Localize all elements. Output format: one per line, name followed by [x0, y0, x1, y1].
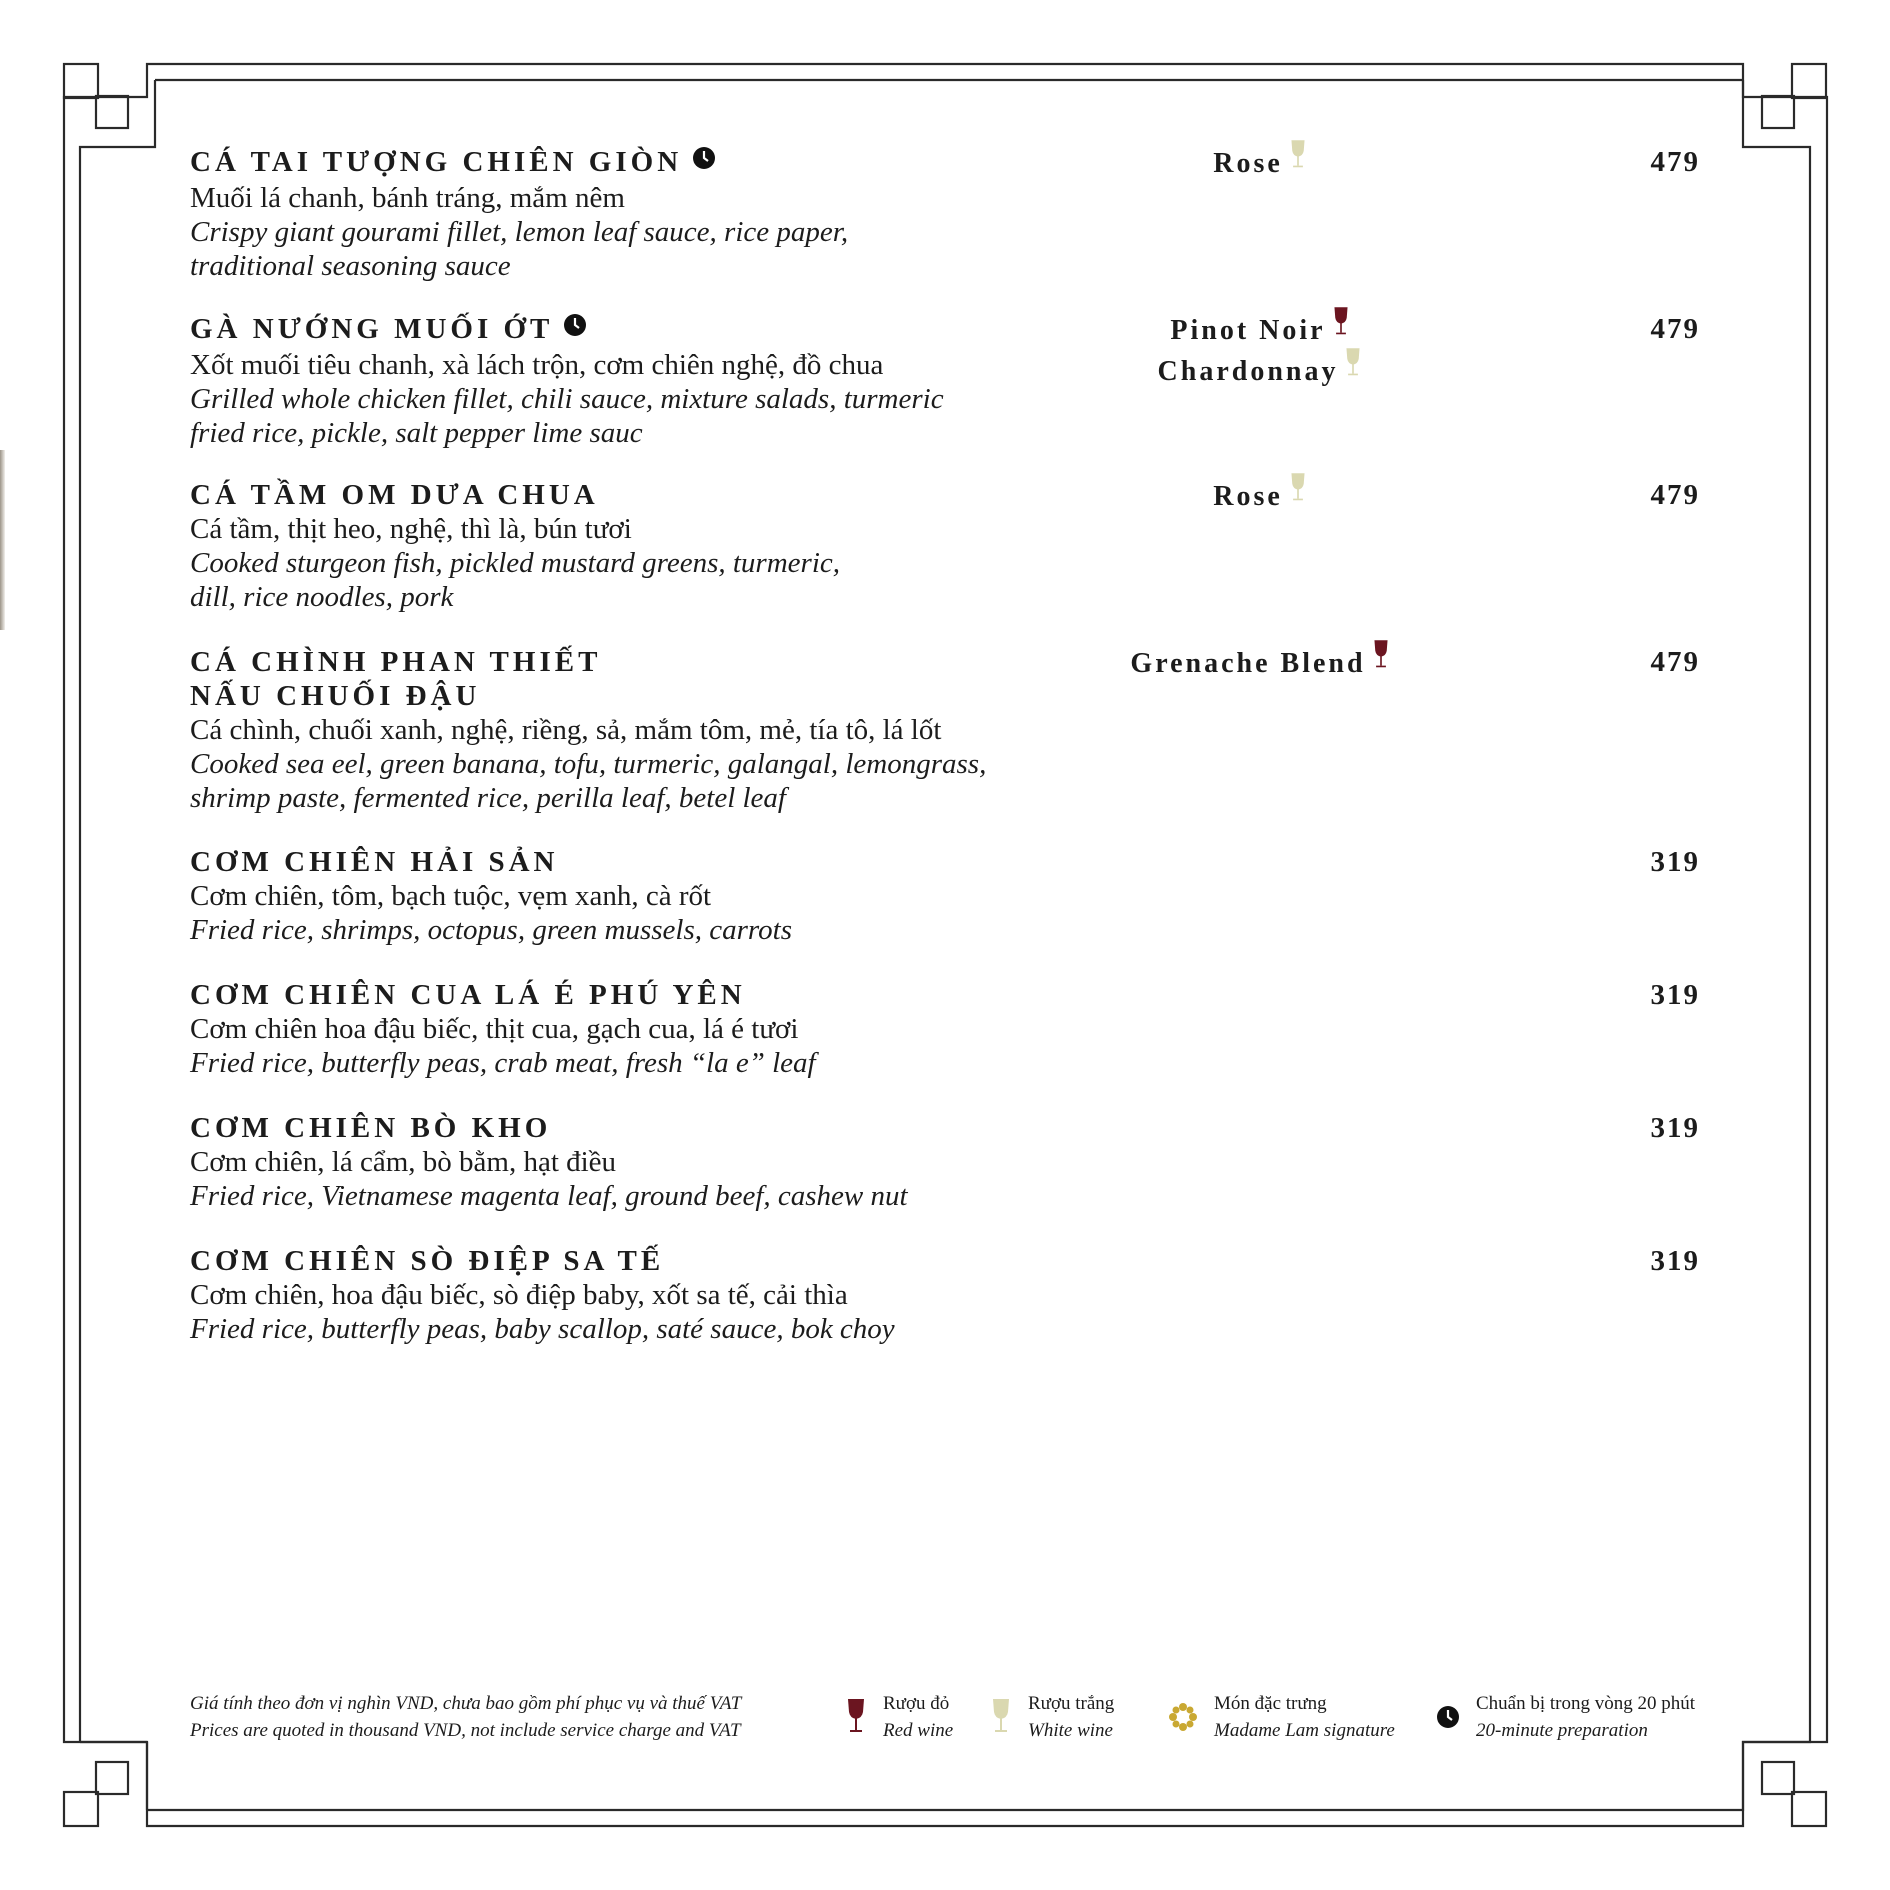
menu-item [190, 312, 1700, 450]
wine-pairing [1010, 478, 1510, 519]
clock-icon [692, 144, 716, 178]
menu-item-name-text: CÁ TẦM OM DƯA CHUA [190, 479, 599, 511]
menu-item-name-text: GÀ NƯỚNG MUỐI ỚT [190, 313, 554, 345]
menu-item-price: 479 [1650, 146, 1700, 178]
menu-item-description-en: Fried rice, Vietnamese magenta leaf, ground beef, cashew nut [190, 1180, 908, 1212]
menu-item [190, 1244, 1700, 1346]
menu-item-price: 319 [1650, 1112, 1700, 1144]
menu-item-description-en: Cooked sturgeon fish, pickled mustard greens, turmeric, dill, rice noodles, pork [190, 547, 840, 613]
menu-item-price: 479 [1650, 646, 1700, 678]
menu-item-name-text: CÁ TAI TƯỢNG CHIÊN GIÒN [190, 146, 683, 178]
menu-item-price: 479 [1650, 479, 1700, 511]
legend-signature-vi: Món đặc trưng [1214, 1693, 1327, 1714]
legend-clock-en: 20-minute preparation [1476, 1720, 1648, 1741]
menu-item-price: 319 [1650, 846, 1700, 878]
menu-item-name [190, 1244, 1660, 1278]
menu-footer [190, 1690, 1750, 1760]
wine-pairing-line [1010, 145, 1510, 186]
menu-item-description-vi: Xốt muối tiêu chanh, xà lách trộn, cơm chiên nghệ, đồ chua [190, 349, 884, 382]
menu-item-description-vi: Cơm chiên, tôm, bạch tuộc, vẹm xanh, cà rốt [190, 880, 712, 912]
legend-red-wine [845, 1690, 953, 1744]
menu-item-price: 479 [1650, 313, 1700, 345]
menu-item [190, 978, 1700, 1080]
legend-clock-vi: Chuẩn bị trong vòng 20 phút [1476, 1693, 1696, 1714]
legend-white-wine-vi: Rượu trắng [1028, 1693, 1115, 1714]
menu-item-description-vi: Cá chình, chuối xanh, nghệ, riềng, sả, mắm tôm, mẻ, tía tô, lá lốt [190, 714, 942, 746]
red-wine-icon [845, 1698, 867, 1736]
menu-item-description-en: Crispy giant gourami fillet, lemon leaf sauce, rice paper, traditional seasoning sauce [190, 216, 849, 283]
wine-pairing [1010, 145, 1510, 186]
red-wine-icon [1332, 306, 1350, 347]
menu-item [190, 845, 1700, 947]
wine-name: Grenache Blend [1130, 647, 1366, 679]
menu-item-description-en: Grilled whole chicken fillet, chili sauce, mixture salads, turmeric fried rice, pickle, salt pepper lime sauc [190, 383, 944, 450]
menu-item-name [190, 1111, 1660, 1145]
legend-red-wine-en: Red wine [883, 1720, 954, 1741]
menu-item-description-vi: Cơm chiên, hoa đậu biếc, sò điệp baby, xốt sa tế, cải thìa [190, 1279, 848, 1311]
menu-item [190, 1111, 1700, 1213]
white-wine-icon [1289, 472, 1307, 513]
menu-item-name-text: CƠM CHIÊN HẢI SẢN [190, 846, 559, 878]
menu-item-name [190, 845, 1660, 879]
menu-item-description-en: Cooked sea eel, green banana, tofu, turmeric, galangal, lemongrass, shrimp paste, fermented rice, perilla leaf, betel leaf [190, 748, 987, 814]
wine-pairing-line [1010, 645, 1510, 686]
page-edge-shadow [0, 450, 5, 630]
legend-signature [1168, 1690, 1395, 1744]
menu-item-price: 319 [1650, 1245, 1700, 1277]
price-note [190, 1690, 741, 1744]
menu-item-name-text: CƠM CHIÊN SÒ ĐIỆP SA TẾ [190, 1245, 665, 1277]
legend-clock [1436, 1690, 1695, 1744]
price-note-vi: Giá tính theo đơn vị nghìn VND, chưa bao gồm phí phục vụ và thuế VAT [190, 1693, 742, 1714]
menu-item-description-vi: Muối lá chanh, bánh tráng, mắm nêm [190, 182, 625, 215]
menu-item-description-vi: Cá tầm, thịt heo, nghệ, thì là, bún tươi [190, 513, 632, 545]
signature-flower-icon [1168, 1702, 1198, 1732]
wine-name: Chardonnay [1157, 355, 1339, 387]
wine-name: Rose [1213, 147, 1283, 179]
menu-item-description-vi: Cơm chiên, lá cẩm, bò bằm, hạt điều [190, 1146, 617, 1178]
menu-item-description-en: Fried rice, shrimps, octopus, green mussels, carrots [190, 914, 792, 946]
menu-item [190, 145, 1700, 283]
menu-item-name-text: CÁ CHÌNH PHAN THIẾT NẤU CHUỐI ĐẬU [190, 646, 602, 712]
wine-pairing-line [1010, 312, 1510, 353]
white-wine-icon [990, 1698, 1012, 1736]
legend-white-wine-en: White wine [1028, 1720, 1113, 1741]
wine-pairing [1010, 645, 1510, 686]
price-note-en: Prices are quoted in thousand VND, not include service charge and VAT [190, 1720, 741, 1741]
white-wine-icon [1344, 347, 1362, 388]
menu-item-name-text: CƠM CHIÊN BÒ KHO [190, 1112, 552, 1144]
legend-white-wine [990, 1690, 1114, 1744]
legend-red-wine-vi: Rượu đỏ [883, 1693, 950, 1714]
clock-icon [1436, 1705, 1460, 1729]
wine-name: Rose [1213, 480, 1283, 512]
wine-pairing-line [1010, 353, 1510, 394]
legend-signature-en: Madame Lam signature [1214, 1720, 1395, 1741]
wine-pairing-line [1010, 478, 1510, 519]
wine-name: Pinot Noir [1170, 314, 1326, 346]
menu-item [190, 478, 1700, 614]
clock-icon [563, 311, 587, 345]
wine-pairing [1010, 312, 1510, 394]
menu-item-description-en: Fried rice, butterfly peas, baby scallop, saté sauce, bok choy [190, 1313, 895, 1345]
red-wine-icon [1372, 639, 1390, 680]
menu-item-price: 319 [1650, 979, 1700, 1011]
menu-item-name-text: CƠM CHIÊN CUA LÁ É PHÚ YÊN [190, 979, 746, 1011]
white-wine-icon [1289, 139, 1307, 180]
menu-item-description-en: Fried rice, butterfly peas, crab meat, fresh “la e” leaf [190, 1047, 816, 1079]
menu-item [190, 645, 1700, 815]
menu-item-description-vi: Cơm chiên hoa đậu biếc, thịt cua, gạch cua, lá é tươi [190, 1013, 799, 1045]
menu-item-name [190, 978, 1660, 1012]
